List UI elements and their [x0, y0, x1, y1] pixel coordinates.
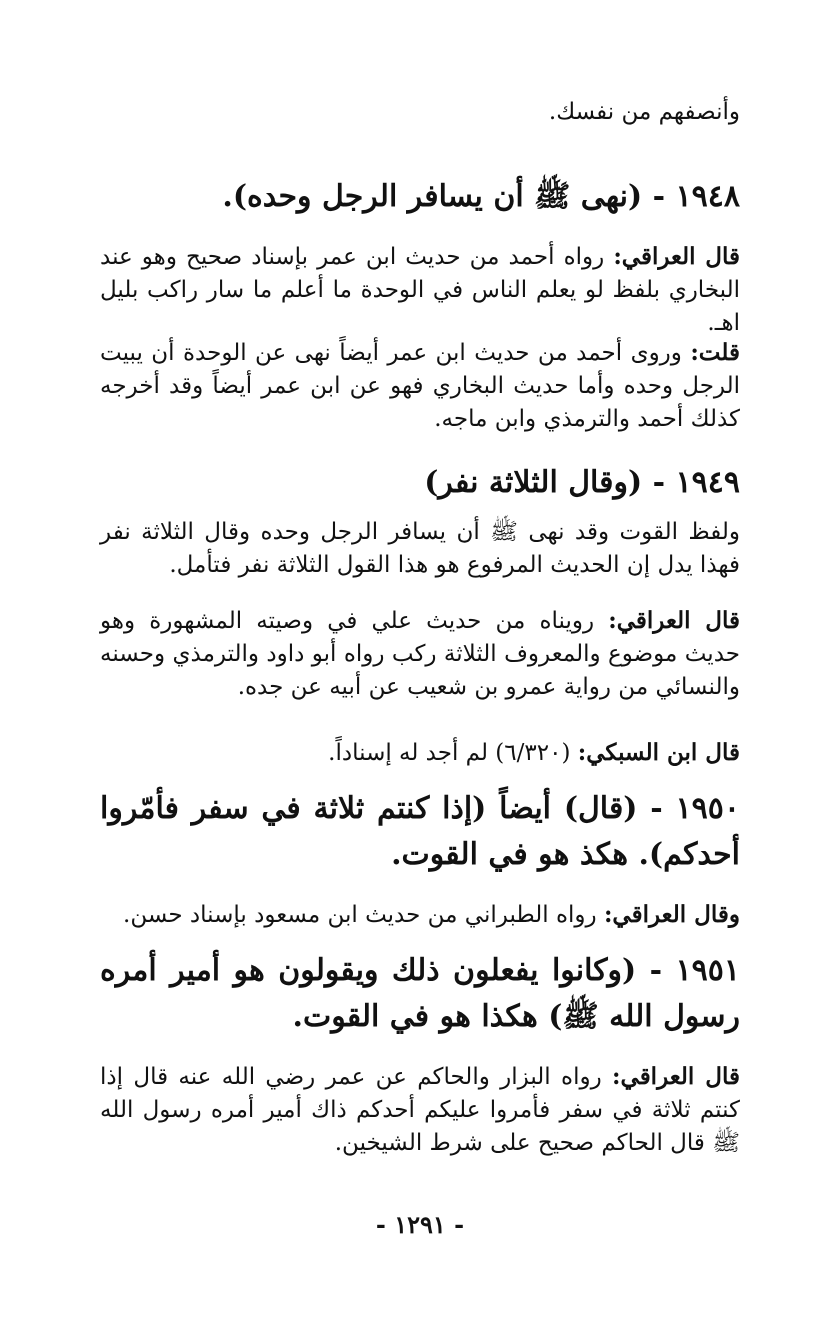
comment-lead: قال ابن السبكي:	[577, 739, 740, 766]
comment-lead: قال العراقي:	[608, 607, 741, 634]
hadith-1949-heading	[100, 460, 740, 506]
hadith-1951-heading	[100, 948, 740, 1040]
iraqi-comment-1	[100, 240, 740, 340]
qultu-comment-1	[100, 336, 740, 436]
subki-comment	[100, 736, 740, 770]
hadith-text: (وقال الثلاثة نفر)	[424, 465, 643, 500]
hadith-number: ١٩٤٨ -	[652, 179, 740, 214]
comment-text: وروى أحمد من حديث ابن عمر أيضاً نهى عن الوحدة أن يبيت الرجل وحده وأما حديث البخاري فهو عن ابن عمر أيضاً وقد أخرجه كذلك أحمد والترمذي وابن ماجه.	[100, 340, 740, 432]
hadith-text: (نهى ﷺ أن يسافر الرجل وحده).	[222, 179, 643, 214]
comment-text: رواه أحمد من حديث ابن عمر بإسناد صحيح وهو عند البخاري بلفظ لو يعلم الناس في الوحدة ما أعلم ما سار راكب بليل اهـ.	[100, 244, 740, 336]
hadith-1950-heading	[100, 786, 740, 878]
iraqi-comment-3	[100, 898, 740, 932]
qut-text-1949: ولفظ القوت وقد نهى ﷺ أن يسافر الرجل وحده وقال الثلاثة نفر فهذا يدل إن الحديث المرفوع هو هذا القول الثلاثة نفر فتأمل.	[100, 519, 740, 578]
hadith-text: (قال) أيضاً (إذا كنتم ثلاثة في سفر فأمّروا أحدكم). هكذ هو في القوت.	[100, 791, 740, 872]
iraqi-comment-4	[100, 1060, 740, 1160]
hadith-text: (وكانوا يفعلون ذلك ويقولون هو أمير أمره رسول الله ﷺ) هكذا هو في القوت.	[100, 953, 740, 1034]
iraqi-comment-2	[100, 604, 740, 704]
comment-text: رويناه من حديث علي في وصيته المشهورة وهو حديث موضوع والمعروف الثلاثة ركب رواه أبو داود والترمذي وحسنه والنسائي من رواية عمرو بن شعيب عن أبيه عن جده.	[100, 608, 740, 700]
comment-lead: قلت:	[690, 339, 740, 366]
hadith-1948-heading	[100, 174, 740, 220]
comment-lead: وقال العراقي:	[603, 901, 740, 928]
comment-lead: قال العراقي:	[613, 243, 741, 270]
hadith-number: ١٩٤٩ -	[652, 465, 740, 500]
comment-text: رواه الطبراني من حديث ابن مسعود بإسناد حسن.	[123, 902, 597, 928]
page-number: - ١٢٩١ -	[375, 1210, 465, 1239]
comment-text: (٦/٣٢٠) لم أجد له إسناداً.	[328, 740, 571, 766]
continuation-text: وأنصفهم من نفسك.	[548, 99, 740, 125]
comment-lead: قال العراقي:	[612, 1063, 741, 1090]
hadith-number: ١٩٥٠ -	[650, 791, 740, 826]
hadith-number: ١٩٥١ -	[649, 953, 740, 988]
comment-text: رواه البزار والحاكم عن عمر رضي الله عنه قال إذا كنتم ثلاثة في سفر فأمروا عليكم أحدكم ذاك أمير أمره رسول الله ﷺ قال الحاكم صحيح على شرط الشيخين.	[100, 1064, 740, 1156]
